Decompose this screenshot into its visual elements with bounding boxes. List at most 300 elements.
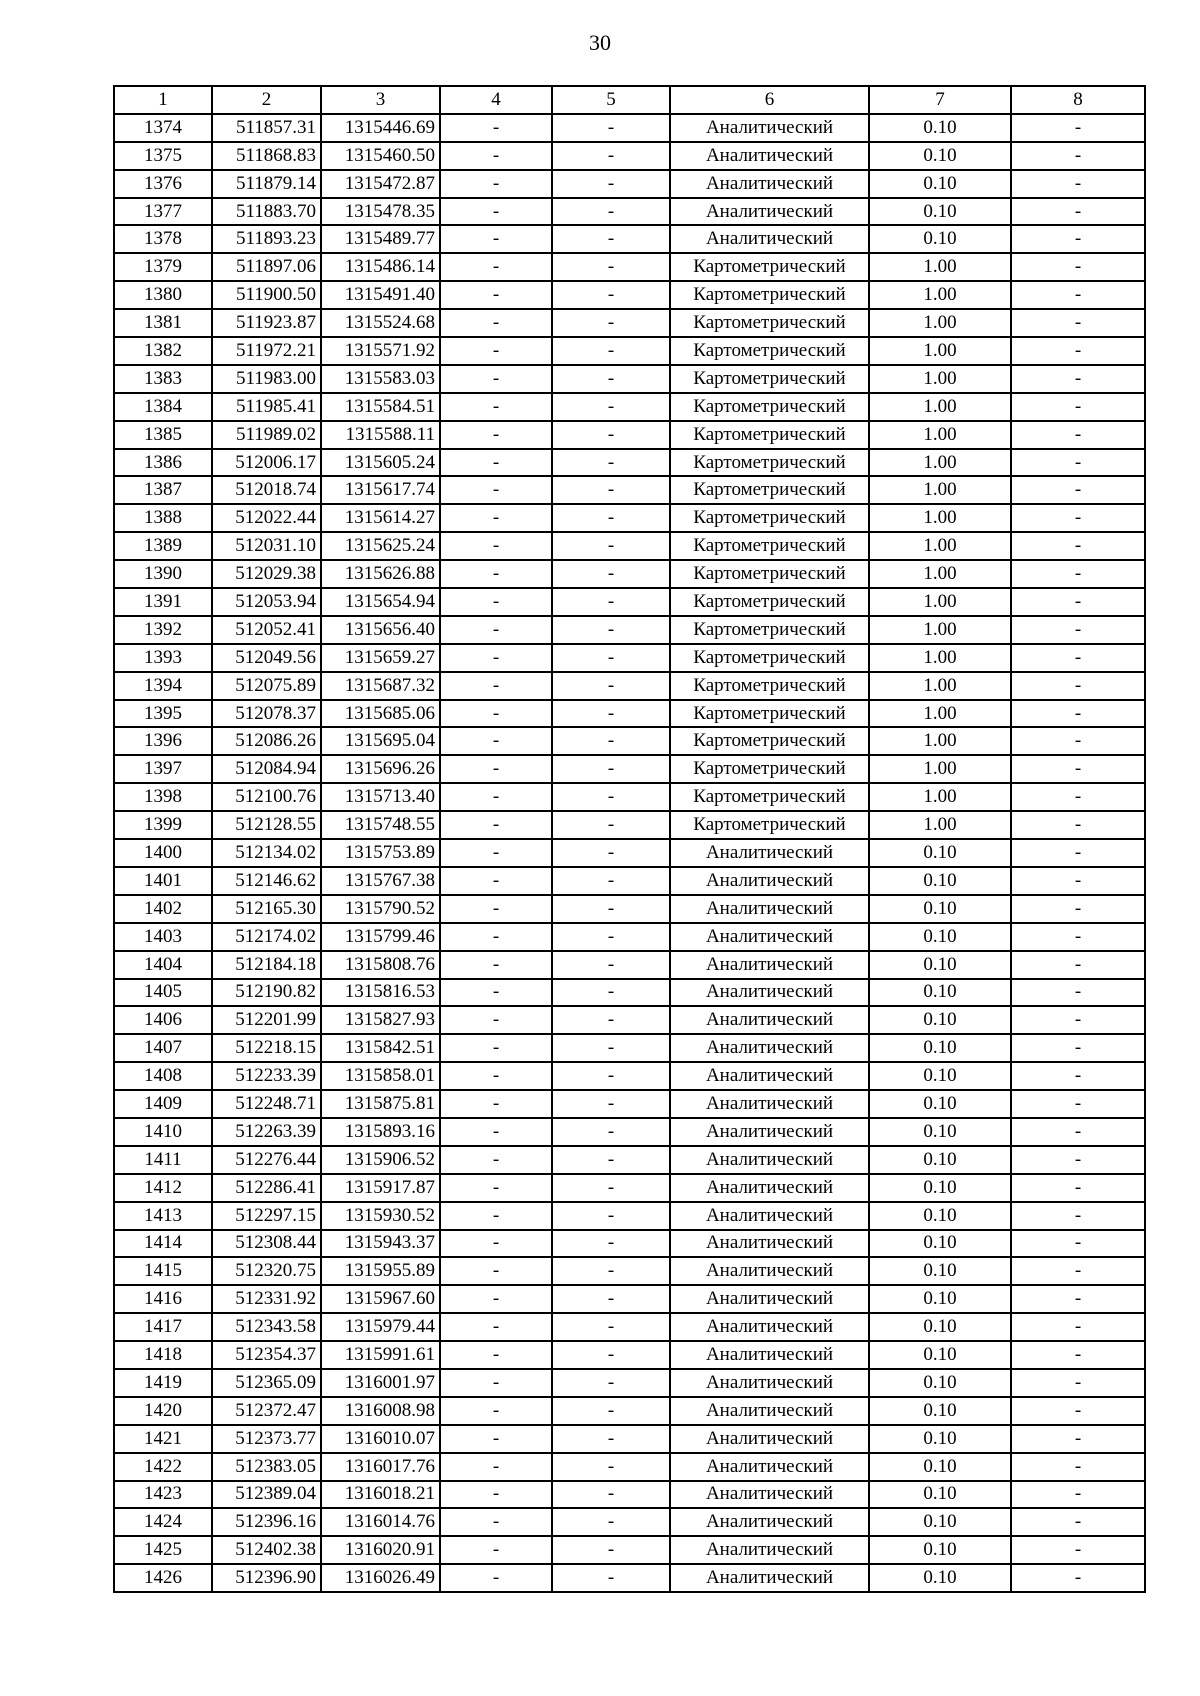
accuracy-cell: 0.10 — [869, 114, 1011, 142]
column-4-cell: - — [440, 672, 552, 700]
accuracy-cell: 0.10 — [869, 1230, 1011, 1258]
point-number-cell: 1406 — [114, 1006, 212, 1034]
accuracy-cell: 1.00 — [869, 644, 1011, 672]
point-number-cell: 1403 — [114, 923, 212, 951]
column-8-cell: - — [1011, 1564, 1145, 1592]
column-8-cell: - — [1011, 895, 1145, 923]
point-number-cell: 1394 — [114, 672, 212, 700]
table-row — [114, 1285, 1145, 1313]
table-row — [114, 1425, 1145, 1453]
column-5-cell: - — [552, 839, 670, 867]
table-row — [114, 839, 1145, 867]
x-coordinate-cell: 512354.37 — [212, 1341, 321, 1369]
y-coordinate-cell: 1315617.74 — [321, 476, 440, 504]
method-cell: Картометрический — [670, 811, 869, 839]
column-8-cell: - — [1011, 811, 1145, 839]
x-coordinate-cell: 512276.44 — [212, 1146, 321, 1174]
x-coordinate-cell: 512343.58 — [212, 1313, 321, 1341]
x-coordinate-cell: 512086.26 — [212, 727, 321, 755]
method-cell: Аналитический — [670, 895, 869, 923]
table-row — [114, 1341, 1145, 1369]
column-5-cell: - — [552, 1564, 670, 1592]
x-coordinate-cell: 512190.82 — [212, 979, 321, 1007]
column-5-cell: - — [552, 365, 670, 393]
column-8-cell: - — [1011, 755, 1145, 783]
x-coordinate-cell: 512331.92 — [212, 1285, 321, 1313]
point-number-cell: 1379 — [114, 253, 212, 281]
column-8-cell: - — [1011, 923, 1145, 951]
table-row — [114, 1006, 1145, 1034]
x-coordinate-cell: 512078.37 — [212, 700, 321, 728]
column-4-cell: - — [440, 421, 552, 449]
column-5-cell: - — [552, 923, 670, 951]
column-4-cell: - — [440, 365, 552, 393]
table-row — [114, 783, 1145, 811]
y-coordinate-cell: 1315979.44 — [321, 1313, 440, 1341]
y-coordinate-cell: 1315858.01 — [321, 1062, 440, 1090]
x-coordinate-cell: 512018.74 — [212, 476, 321, 504]
column-8-cell: - — [1011, 588, 1145, 616]
y-coordinate-cell: 1315626.88 — [321, 560, 440, 588]
point-number-cell: 1421 — [114, 1425, 212, 1453]
point-number-cell: 1407 — [114, 1034, 212, 1062]
column-5-cell: - — [552, 504, 670, 532]
column-5-cell: - — [552, 281, 670, 309]
column-8-cell: - — [1011, 532, 1145, 560]
column-5-cell: - — [552, 616, 670, 644]
y-coordinate-cell: 1315584.51 — [321, 393, 440, 421]
accuracy-cell: 0.10 — [869, 979, 1011, 1007]
method-cell: Аналитический — [670, 1425, 869, 1453]
method-cell: Картометрический — [670, 672, 869, 700]
point-number-cell: 1386 — [114, 449, 212, 477]
column-4-cell: - — [440, 309, 552, 337]
point-number-cell: 1418 — [114, 1341, 212, 1369]
accuracy-cell: 0.10 — [869, 1006, 1011, 1034]
x-coordinate-cell: 512365.09 — [212, 1369, 321, 1397]
column-4-cell: - — [440, 281, 552, 309]
point-number-cell: 1411 — [114, 1146, 212, 1174]
y-coordinate-cell: 1316008.98 — [321, 1397, 440, 1425]
x-coordinate-cell: 512174.02 — [212, 923, 321, 951]
y-coordinate-cell: 1315695.04 — [321, 727, 440, 755]
y-coordinate-cell: 1315654.94 — [321, 588, 440, 616]
column-5-cell: - — [552, 198, 670, 226]
column-4-cell: - — [440, 1062, 552, 1090]
method-cell: Аналитический — [670, 1564, 869, 1592]
y-coordinate-cell: 1315491.40 — [321, 281, 440, 309]
y-coordinate-cell: 1315790.52 — [321, 895, 440, 923]
x-coordinate-cell: 512233.39 — [212, 1062, 321, 1090]
accuracy-cell: 0.10 — [869, 142, 1011, 170]
method-cell: Аналитический — [670, 1034, 869, 1062]
column-4-cell: - — [440, 449, 552, 477]
column-5-cell: - — [552, 449, 670, 477]
y-coordinate-cell: 1315687.32 — [321, 672, 440, 700]
x-coordinate-cell: 511972.21 — [212, 337, 321, 365]
x-coordinate-cell: 511857.31 — [212, 114, 321, 142]
column-5-cell: - — [552, 421, 670, 449]
y-coordinate-cell: 1315943.37 — [321, 1230, 440, 1258]
accuracy-cell: 0.10 — [869, 1425, 1011, 1453]
point-number-cell: 1398 — [114, 783, 212, 811]
x-coordinate-cell: 512184.18 — [212, 951, 321, 979]
column-4-cell: - — [440, 811, 552, 839]
accuracy-cell: 0.10 — [869, 839, 1011, 867]
y-coordinate-cell: 1316001.97 — [321, 1369, 440, 1397]
x-coordinate-cell: 512383.05 — [212, 1453, 321, 1481]
y-coordinate-cell: 1315808.76 — [321, 951, 440, 979]
y-coordinate-cell: 1315472.87 — [321, 170, 440, 198]
table-row — [114, 811, 1145, 839]
point-number-cell: 1400 — [114, 839, 212, 867]
method-cell: Картометрический — [670, 281, 869, 309]
accuracy-cell: 0.10 — [869, 1090, 1011, 1118]
point-number-cell: 1384 — [114, 393, 212, 421]
column-4-cell: - — [440, 951, 552, 979]
method-cell: Картометрический — [670, 727, 869, 755]
table-row — [114, 281, 1145, 309]
accuracy-cell: 0.10 — [869, 923, 1011, 951]
column-5-cell: - — [552, 560, 670, 588]
column-4-cell: - — [440, 114, 552, 142]
table-row — [114, 951, 1145, 979]
column-4-cell: - — [440, 1118, 552, 1146]
x-coordinate-cell: 511879.14 — [212, 170, 321, 198]
y-coordinate-cell: 1315748.55 — [321, 811, 440, 839]
x-coordinate-cell: 511985.41 — [212, 393, 321, 421]
column-8-cell: - — [1011, 1146, 1145, 1174]
method-cell: Картометрический — [670, 449, 869, 477]
x-coordinate-cell: 512402.38 — [212, 1536, 321, 1564]
column-5-cell: - — [552, 532, 670, 560]
point-number-cell: 1414 — [114, 1230, 212, 1258]
x-coordinate-cell: 511883.70 — [212, 198, 321, 226]
column-5-cell: - — [552, 1034, 670, 1062]
accuracy-cell: 0.10 — [869, 1564, 1011, 1592]
column-8-cell: - — [1011, 337, 1145, 365]
column-5-cell: - — [552, 895, 670, 923]
point-number-cell: 1392 — [114, 616, 212, 644]
x-coordinate-cell: 512396.90 — [212, 1564, 321, 1592]
column-5-cell: - — [552, 114, 670, 142]
x-coordinate-cell: 511983.00 — [212, 365, 321, 393]
accuracy-cell: 1.00 — [869, 700, 1011, 728]
column-4-cell: - — [440, 895, 552, 923]
point-number-cell: 1389 — [114, 532, 212, 560]
method-cell: Картометрический — [670, 504, 869, 532]
column-header: 3 — [321, 86, 440, 114]
y-coordinate-cell: 1315753.89 — [321, 839, 440, 867]
y-coordinate-cell: 1315713.40 — [321, 783, 440, 811]
column-5-cell: - — [552, 588, 670, 616]
y-coordinate-cell: 1315767.38 — [321, 867, 440, 895]
column-4-cell: - — [440, 1202, 552, 1230]
method-cell: Картометрический — [670, 700, 869, 728]
column-4-cell: - — [440, 1146, 552, 1174]
table-row — [114, 393, 1145, 421]
column-5-cell: - — [552, 727, 670, 755]
y-coordinate-cell: 1315583.03 — [321, 365, 440, 393]
method-cell: Картометрический — [670, 532, 869, 560]
column-8-cell: - — [1011, 1257, 1145, 1285]
y-coordinate-cell: 1316018.21 — [321, 1481, 440, 1509]
column-4-cell: - — [440, 476, 552, 504]
y-coordinate-cell: 1315685.06 — [321, 700, 440, 728]
x-coordinate-cell: 512049.56 — [212, 644, 321, 672]
point-number-cell: 1397 — [114, 755, 212, 783]
table-row — [114, 1062, 1145, 1090]
point-number-cell: 1405 — [114, 979, 212, 1007]
column-5-cell: - — [552, 170, 670, 198]
accuracy-cell: 1.00 — [869, 532, 1011, 560]
table-row — [114, 253, 1145, 281]
column-4-cell: - — [440, 504, 552, 532]
accuracy-cell: 0.10 — [869, 895, 1011, 923]
x-coordinate-cell: 512248.71 — [212, 1090, 321, 1118]
point-number-cell: 1419 — [114, 1369, 212, 1397]
y-coordinate-cell: 1315917.87 — [321, 1174, 440, 1202]
x-coordinate-cell: 511893.23 — [212, 225, 321, 253]
method-cell: Картометрический — [670, 755, 869, 783]
y-coordinate-cell: 1315659.27 — [321, 644, 440, 672]
y-coordinate-cell: 1315571.92 — [321, 337, 440, 365]
method-cell: Картометрический — [670, 476, 869, 504]
column-header: 7 — [869, 86, 1011, 114]
y-coordinate-cell: 1315906.52 — [321, 1146, 440, 1174]
accuracy-cell: 1.00 — [869, 616, 1011, 644]
table-row — [114, 923, 1145, 951]
method-cell: Аналитический — [670, 1118, 869, 1146]
table-row — [114, 1090, 1145, 1118]
method-cell: Аналитический — [670, 1090, 869, 1118]
point-number-cell: 1424 — [114, 1508, 212, 1536]
column-8-cell: - — [1011, 727, 1145, 755]
column-4-cell: - — [440, 616, 552, 644]
column-5-cell: - — [552, 672, 670, 700]
accuracy-cell: 1.00 — [869, 309, 1011, 337]
point-number-cell: 1422 — [114, 1453, 212, 1481]
column-8-cell: - — [1011, 1313, 1145, 1341]
column-4-cell: - — [440, 867, 552, 895]
x-coordinate-cell: 512052.41 — [212, 616, 321, 644]
column-8-cell: - — [1011, 1397, 1145, 1425]
y-coordinate-cell: 1315967.60 — [321, 1285, 440, 1313]
table-row — [114, 309, 1145, 337]
table-row — [114, 225, 1145, 253]
column-4-cell: - — [440, 1313, 552, 1341]
x-coordinate-cell: 512075.89 — [212, 672, 321, 700]
point-number-cell: 1426 — [114, 1564, 212, 1592]
point-number-cell: 1408 — [114, 1062, 212, 1090]
coordinates-table — [113, 85, 1146, 1593]
table-row — [114, 421, 1145, 449]
column-5-cell: - — [552, 1453, 670, 1481]
column-8-cell: - — [1011, 1230, 1145, 1258]
column-header: 4 — [440, 86, 552, 114]
column-4-cell: - — [440, 1006, 552, 1034]
column-4-cell: - — [440, 532, 552, 560]
column-8-cell: - — [1011, 1090, 1145, 1118]
y-coordinate-cell: 1315893.16 — [321, 1118, 440, 1146]
column-4-cell: - — [440, 1369, 552, 1397]
accuracy-cell: 1.00 — [869, 476, 1011, 504]
method-cell: Аналитический — [670, 1062, 869, 1090]
method-cell: Картометрический — [670, 560, 869, 588]
column-8-cell: - — [1011, 476, 1145, 504]
x-coordinate-cell: 512031.10 — [212, 532, 321, 560]
method-cell: Картометрический — [670, 783, 869, 811]
column-5-cell: - — [552, 309, 670, 337]
table-row — [114, 170, 1145, 198]
y-coordinate-cell: 1315991.61 — [321, 1341, 440, 1369]
x-coordinate-cell: 511900.50 — [212, 281, 321, 309]
column-5-cell: - — [552, 979, 670, 1007]
column-4-cell: - — [440, 783, 552, 811]
point-number-cell: 1383 — [114, 365, 212, 393]
y-coordinate-cell: 1315478.35 — [321, 198, 440, 226]
column-5-cell: - — [552, 1006, 670, 1034]
column-4-cell: - — [440, 1508, 552, 1536]
x-coordinate-cell: 511897.06 — [212, 253, 321, 281]
point-number-cell: 1377 — [114, 198, 212, 226]
point-number-cell: 1401 — [114, 867, 212, 895]
column-4-cell: - — [440, 1453, 552, 1481]
accuracy-cell: 1.00 — [869, 365, 1011, 393]
column-4-cell: - — [440, 1230, 552, 1258]
accuracy-cell: 1.00 — [869, 672, 1011, 700]
column-4-cell: - — [440, 337, 552, 365]
table-row — [114, 755, 1145, 783]
x-coordinate-cell: 512201.99 — [212, 1006, 321, 1034]
table-row — [114, 365, 1145, 393]
x-coordinate-cell: 512373.77 — [212, 1425, 321, 1453]
column-5-cell: - — [552, 644, 670, 672]
point-number-cell: 1410 — [114, 1118, 212, 1146]
point-number-cell: 1390 — [114, 560, 212, 588]
accuracy-cell: 1.00 — [869, 421, 1011, 449]
method-cell: Аналитический — [670, 1313, 869, 1341]
column-4-cell: - — [440, 560, 552, 588]
method-cell: Аналитический — [670, 867, 869, 895]
column-5-cell: - — [552, 1257, 670, 1285]
y-coordinate-cell: 1315656.40 — [321, 616, 440, 644]
accuracy-cell: 1.00 — [869, 727, 1011, 755]
accuracy-cell: 0.10 — [869, 225, 1011, 253]
accuracy-cell: 0.10 — [869, 867, 1011, 895]
column-8-cell: - — [1011, 1425, 1145, 1453]
column-8-cell: - — [1011, 504, 1145, 532]
accuracy-cell: 0.10 — [869, 1481, 1011, 1509]
column-8-cell: - — [1011, 616, 1145, 644]
method-cell: Картометрический — [670, 309, 869, 337]
column-8-cell: - — [1011, 1285, 1145, 1313]
table-row — [114, 114, 1145, 142]
point-number-cell: 1417 — [114, 1313, 212, 1341]
table-row — [114, 532, 1145, 560]
y-coordinate-cell: 1315460.50 — [321, 142, 440, 170]
accuracy-cell: 1.00 — [869, 588, 1011, 616]
column-5-cell: - — [552, 783, 670, 811]
x-coordinate-cell: 511923.87 — [212, 309, 321, 337]
point-number-cell: 1395 — [114, 700, 212, 728]
y-coordinate-cell: 1315842.51 — [321, 1034, 440, 1062]
accuracy-cell: 0.10 — [869, 951, 1011, 979]
column-5-cell: - — [552, 951, 670, 979]
method-cell: Аналитический — [670, 114, 869, 142]
accuracy-cell: 0.10 — [869, 1034, 1011, 1062]
point-number-cell: 1404 — [114, 951, 212, 979]
column-5-cell: - — [552, 142, 670, 170]
point-number-cell: 1402 — [114, 895, 212, 923]
column-5-cell: - — [552, 1285, 670, 1313]
table-row — [114, 700, 1145, 728]
column-8-cell: - — [1011, 1174, 1145, 1202]
table-row — [114, 1564, 1145, 1592]
point-number-cell: 1380 — [114, 281, 212, 309]
column-4-cell: - — [440, 1481, 552, 1509]
column-8-cell: - — [1011, 393, 1145, 421]
accuracy-cell: 1.00 — [869, 783, 1011, 811]
y-coordinate-cell: 1315816.53 — [321, 979, 440, 1007]
point-number-cell: 1388 — [114, 504, 212, 532]
column-8-cell: - — [1011, 1034, 1145, 1062]
method-cell: Аналитический — [670, 170, 869, 198]
table-row — [114, 1174, 1145, 1202]
column-8-cell: - — [1011, 1536, 1145, 1564]
table-row — [114, 198, 1145, 226]
column-4-cell: - — [440, 1341, 552, 1369]
column-8-cell: - — [1011, 170, 1145, 198]
column-4-cell: - — [440, 1090, 552, 1118]
table-row — [114, 504, 1145, 532]
x-coordinate-cell: 512029.38 — [212, 560, 321, 588]
table-row — [114, 672, 1145, 700]
point-number-cell: 1387 — [114, 476, 212, 504]
column-8-cell: - — [1011, 839, 1145, 867]
column-8-cell: - — [1011, 1508, 1145, 1536]
point-number-cell: 1396 — [114, 727, 212, 755]
x-coordinate-cell: 512165.30 — [212, 895, 321, 923]
method-cell: Аналитический — [670, 1257, 869, 1285]
column-4-cell: - — [440, 170, 552, 198]
column-4-cell: - — [440, 1285, 552, 1313]
accuracy-cell: 1.00 — [869, 811, 1011, 839]
method-cell: Аналитический — [670, 198, 869, 226]
point-number-cell: 1376 — [114, 170, 212, 198]
column-8-cell: - — [1011, 867, 1145, 895]
column-5-cell: - — [552, 811, 670, 839]
accuracy-cell: 1.00 — [869, 560, 1011, 588]
column-5-cell: - — [552, 1369, 670, 1397]
table-row — [114, 644, 1145, 672]
column-4-cell: - — [440, 588, 552, 616]
column-4-cell: - — [440, 923, 552, 951]
y-coordinate-cell: 1315446.69 — [321, 114, 440, 142]
table-row — [114, 1146, 1145, 1174]
column-4-cell: - — [440, 253, 552, 281]
column-8-cell: - — [1011, 951, 1145, 979]
column-5-cell: - — [552, 1313, 670, 1341]
x-coordinate-cell: 512084.94 — [212, 755, 321, 783]
accuracy-cell: 0.10 — [869, 1257, 1011, 1285]
y-coordinate-cell: 1315955.89 — [321, 1257, 440, 1285]
method-cell: Картометрический — [670, 365, 869, 393]
point-number-cell: 1393 — [114, 644, 212, 672]
table-row — [114, 560, 1145, 588]
accuracy-cell: 0.10 — [869, 198, 1011, 226]
column-header: 6 — [670, 86, 869, 114]
